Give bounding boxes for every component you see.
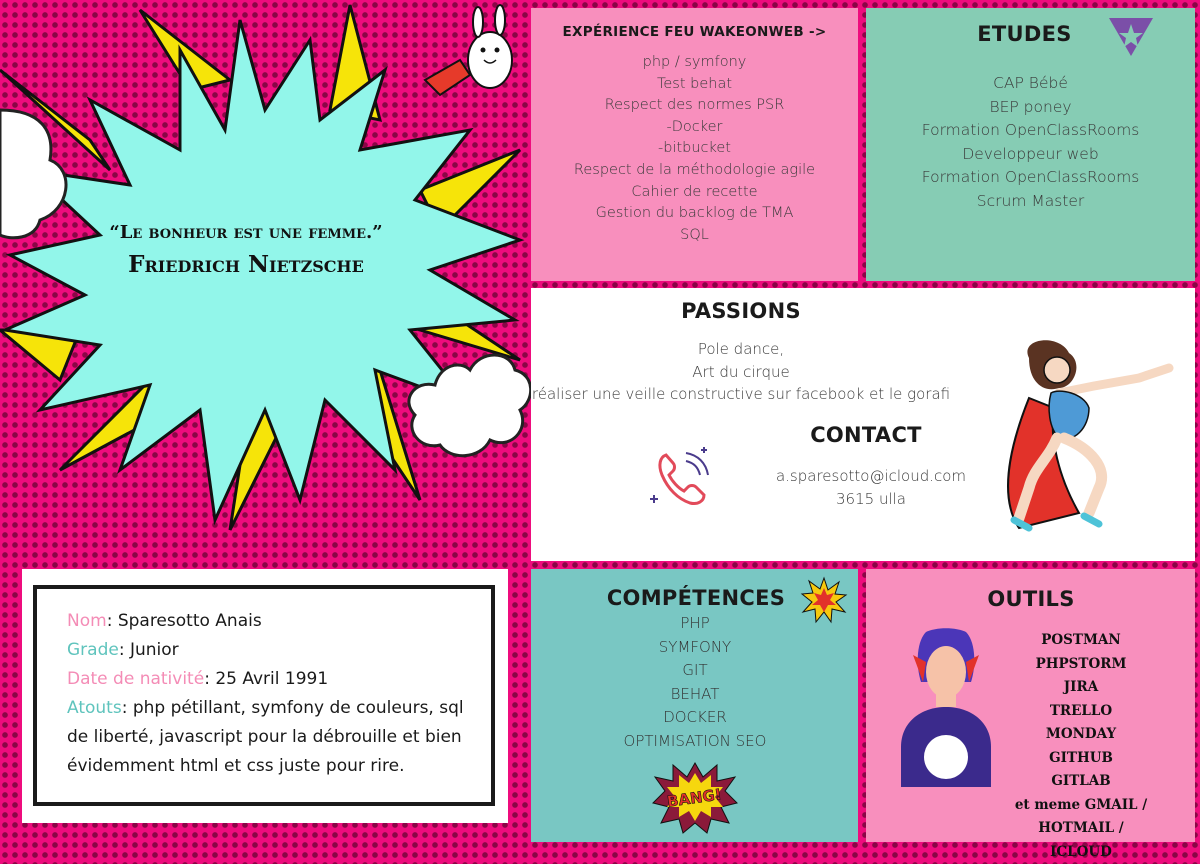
passions-list bbox=[531, 338, 951, 406]
contact-title: CONTACT bbox=[791, 423, 941, 447]
list-item: TRELLO bbox=[976, 700, 1186, 724]
list-item: BEP poney bbox=[866, 96, 1195, 120]
quote-author: Friedrich Nietzsche bbox=[36, 251, 456, 278]
list-item: SQL bbox=[531, 225, 858, 247]
list-item: OPTIMISATION SEO bbox=[531, 730, 859, 754]
list-item: POSTMAN bbox=[976, 629, 1186, 653]
list-item: Respect des normes PSR bbox=[531, 95, 858, 117]
list-item: Cahier de recette bbox=[531, 182, 858, 204]
list-item: PHPSTORM bbox=[976, 653, 1186, 677]
list-item: Developpeur web bbox=[866, 143, 1195, 167]
etudes-list bbox=[866, 72, 1195, 213]
list-item: -bitbucket bbox=[531, 138, 858, 160]
nom-label: Nom bbox=[67, 611, 107, 631]
list-item: SYMFONY bbox=[531, 636, 859, 660]
atouts-label: Atouts bbox=[67, 698, 122, 718]
star-triangle-icon bbox=[1107, 16, 1155, 58]
comic-burst-illustration bbox=[0, 0, 531, 569]
list-item: Scrum Master bbox=[866, 190, 1195, 214]
list-item: ICLOUD bbox=[976, 841, 1186, 864]
list-item: Art du cirque bbox=[531, 361, 951, 384]
profile-card bbox=[22, 569, 508, 823]
contact-email[interactable]: a.sparesotto@icloud.com bbox=[761, 465, 981, 488]
list-item: Formation OpenClassRooms bbox=[866, 166, 1195, 190]
date-label: Date de nativité bbox=[67, 669, 204, 689]
list-item: -Docker bbox=[531, 117, 858, 139]
list-item: GITLAB bbox=[976, 770, 1186, 794]
passions-contact-panel bbox=[531, 288, 1195, 561]
etudes-panel bbox=[866, 8, 1195, 281]
grade-value: : Junior bbox=[119, 640, 179, 660]
grade-label: Grade bbox=[67, 640, 119, 660]
bunny-hero-icon bbox=[425, 5, 512, 95]
list-item: DOCKER bbox=[531, 706, 859, 730]
passions-title: PASSIONS bbox=[621, 299, 861, 323]
list-item: Test behat bbox=[531, 74, 858, 96]
list-item: et meme GMAIL / HOTMAIL / bbox=[976, 794, 1186, 841]
outils-panel bbox=[866, 569, 1195, 842]
date-value: : 25 Avril 1991 bbox=[204, 669, 328, 689]
profile-text bbox=[67, 607, 477, 781]
list-item: Pole dance, bbox=[531, 338, 951, 361]
list-item: réaliser une veille constructive sur facebook et le gorafi bbox=[531, 383, 951, 406]
list-item: GITHUB bbox=[976, 747, 1186, 771]
bang-text: BANG! bbox=[666, 785, 723, 810]
list-item: PHP bbox=[531, 612, 859, 636]
contact-list bbox=[761, 465, 981, 511]
etudes-title: ETUDES bbox=[866, 22, 1195, 46]
outils-list bbox=[976, 629, 1186, 864]
list-item: php / symfony bbox=[531, 52, 858, 74]
atouts-value: : php pétillant, symfony de couleurs, sql de liberté, javascript pour la débrouille et bien évidemment html et css juste pour rire. bbox=[67, 698, 464, 776]
list-item: GIT bbox=[531, 659, 859, 683]
list-item: JIRA bbox=[976, 676, 1186, 700]
nom-value: : Sparesotto Anais bbox=[107, 611, 262, 631]
list-item: BEHAT bbox=[531, 683, 859, 707]
competences-list bbox=[531, 612, 859, 753]
phone-icon bbox=[646, 443, 716, 513]
bang-badge-icon bbox=[653, 761, 737, 835]
list-item: Formation OpenClassRooms bbox=[866, 119, 1195, 143]
list-item: Gestion du backlog de TMA bbox=[531, 203, 858, 225]
competences-panel bbox=[531, 569, 858, 842]
list-item: CAP Bébé bbox=[866, 72, 1195, 96]
contact-phone[interactable]: 3615 ulla bbox=[761, 488, 981, 511]
outils-title: OUTILS bbox=[956, 587, 1106, 611]
quote-block bbox=[36, 222, 456, 278]
list-item: Respect de la méthodologie agile bbox=[531, 160, 858, 182]
profile-frame bbox=[33, 585, 495, 806]
experience-title: EXPÉRIENCE FEU WAKEONWEB -> bbox=[531, 24, 858, 40]
competences-title: COMPÉTENCES bbox=[581, 586, 811, 610]
quote-text: “Le bonheur est une femme.” bbox=[36, 222, 456, 243]
experience-list bbox=[531, 52, 858, 246]
list-item: MONDAY bbox=[976, 723, 1186, 747]
superheroine-illustration bbox=[989, 338, 1189, 548]
experience-panel bbox=[531, 8, 858, 281]
